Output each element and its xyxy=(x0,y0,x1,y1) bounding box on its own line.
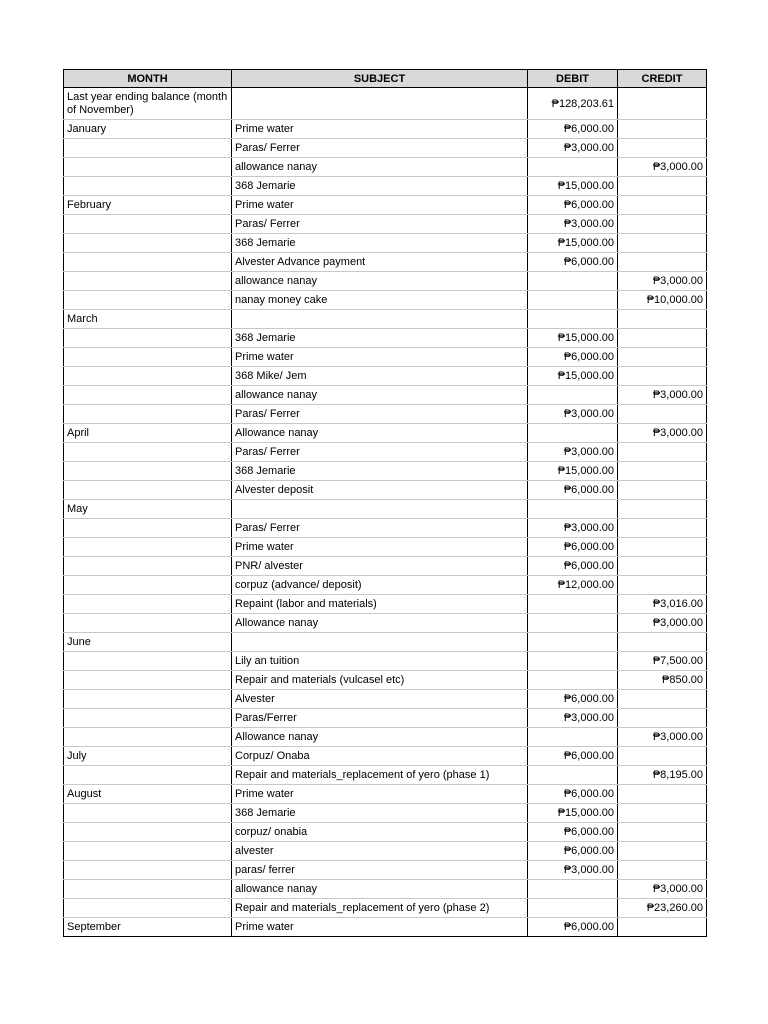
subject-cell: Alvester xyxy=(232,690,528,709)
table-row xyxy=(64,177,707,196)
table-row xyxy=(64,196,707,215)
header-debit: DEBIT xyxy=(528,70,618,88)
subject-cell: 368 Jemarie xyxy=(232,804,528,823)
month-cell: May xyxy=(64,500,232,519)
subject-cell: Prime water xyxy=(232,918,528,937)
debit-cell xyxy=(528,424,618,443)
month-cell xyxy=(64,481,232,500)
debit-cell: ₱3,000.00 xyxy=(528,139,618,158)
table-row xyxy=(64,842,707,861)
subject-cell: Paras/Ferrer xyxy=(232,709,528,728)
credit-cell xyxy=(618,405,707,424)
debit-cell xyxy=(528,386,618,405)
table-row xyxy=(64,291,707,310)
month-cell xyxy=(64,177,232,196)
credit-cell: ₱3,000.00 xyxy=(618,158,707,177)
month-cell xyxy=(64,595,232,614)
credit-cell: ₱3,016.00 xyxy=(618,595,707,614)
credit-cell xyxy=(618,348,707,367)
credit-cell xyxy=(618,918,707,937)
credit-cell: ₱23,260.00 xyxy=(618,899,707,918)
table-row xyxy=(64,899,707,918)
month-cell xyxy=(64,519,232,538)
credit-cell xyxy=(618,462,707,481)
month-cell xyxy=(64,329,232,348)
debit-cell: ₱15,000.00 xyxy=(528,329,618,348)
credit-cell xyxy=(618,804,707,823)
table-row xyxy=(64,272,707,291)
subject-cell: Prime water xyxy=(232,538,528,557)
debit-cell xyxy=(528,272,618,291)
debit-cell xyxy=(528,500,618,519)
credit-cell xyxy=(618,576,707,595)
debit-cell xyxy=(528,595,618,614)
month-cell: January xyxy=(64,120,232,139)
credit-cell xyxy=(618,481,707,500)
month-cell xyxy=(64,880,232,899)
credit-cell xyxy=(618,709,707,728)
table-row xyxy=(64,690,707,709)
month-cell xyxy=(64,804,232,823)
table-row xyxy=(64,481,707,500)
header-subject: SUBJECT xyxy=(232,70,528,88)
table-row xyxy=(64,823,707,842)
month-cell: July xyxy=(64,747,232,766)
debit-cell: ₱3,000.00 xyxy=(528,709,618,728)
debit-cell: ₱15,000.00 xyxy=(528,804,618,823)
month-cell xyxy=(64,443,232,462)
credit-cell: ₱3,000.00 xyxy=(618,272,707,291)
debit-cell: ₱128,203.61 xyxy=(528,88,618,120)
month-cell xyxy=(64,215,232,234)
table-row xyxy=(64,747,707,766)
credit-cell: ₱8,195.00 xyxy=(618,766,707,785)
table-row xyxy=(64,443,707,462)
table-row xyxy=(64,120,707,139)
subject-cell: Lily an tuition xyxy=(232,652,528,671)
subject-cell: 368 Jemarie xyxy=(232,329,528,348)
debit-cell: ₱6,000.00 xyxy=(528,785,618,804)
table-row xyxy=(64,139,707,158)
month-cell xyxy=(64,671,232,690)
month-cell xyxy=(64,386,232,405)
table-row xyxy=(64,348,707,367)
subject-cell: Alvester deposit xyxy=(232,481,528,500)
table-row xyxy=(64,215,707,234)
credit-cell xyxy=(618,139,707,158)
credit-cell xyxy=(618,842,707,861)
month-cell xyxy=(64,652,232,671)
table-row xyxy=(64,880,707,899)
subject-cell: Prime water xyxy=(232,120,528,139)
month-cell xyxy=(64,766,232,785)
subject-cell xyxy=(232,88,528,120)
table-row xyxy=(64,405,707,424)
month-cell: August xyxy=(64,785,232,804)
debit-cell: ₱6,000.00 xyxy=(528,196,618,215)
credit-cell xyxy=(618,557,707,576)
credit-cell: ₱3,000.00 xyxy=(618,728,707,747)
table-row xyxy=(64,234,707,253)
debit-cell: ₱6,000.00 xyxy=(528,690,618,709)
table-row xyxy=(64,462,707,481)
credit-cell xyxy=(618,785,707,804)
table-row xyxy=(64,88,707,120)
debit-cell: ₱15,000.00 xyxy=(528,462,618,481)
credit-cell xyxy=(618,196,707,215)
subject-cell: 368 Jemarie xyxy=(232,177,528,196)
table-row xyxy=(64,709,707,728)
credit-cell: ₱7,500.00 xyxy=(618,652,707,671)
debit-cell xyxy=(528,291,618,310)
subject-cell xyxy=(232,310,528,329)
subject-cell: Paras/ Ferrer xyxy=(232,443,528,462)
debit-cell: ₱6,000.00 xyxy=(528,120,618,139)
month-cell xyxy=(64,367,232,386)
table-row xyxy=(64,671,707,690)
credit-cell xyxy=(618,861,707,880)
debit-cell xyxy=(528,614,618,633)
debit-cell xyxy=(528,671,618,690)
month-cell: Last year ending balance (month of November) xyxy=(64,88,232,120)
subject-cell: Repaint (labor and materials) xyxy=(232,595,528,614)
debit-cell xyxy=(528,158,618,177)
credit-cell xyxy=(618,310,707,329)
subject-cell: 368 Mike/ Jem xyxy=(232,367,528,386)
month-cell xyxy=(64,462,232,481)
table-row xyxy=(64,557,707,576)
subject-cell: Paras/ Ferrer xyxy=(232,215,528,234)
subject-cell: Prime water xyxy=(232,348,528,367)
credit-cell xyxy=(618,519,707,538)
credit-cell xyxy=(618,633,707,652)
table-row xyxy=(64,918,707,937)
table-row xyxy=(64,652,707,671)
month-cell xyxy=(64,728,232,747)
table-row xyxy=(64,500,707,519)
subject-cell: allowance nanay xyxy=(232,272,528,291)
table-row xyxy=(64,329,707,348)
subject-cell xyxy=(232,633,528,652)
month-cell: February xyxy=(64,196,232,215)
debit-cell xyxy=(528,310,618,329)
debit-cell: ₱15,000.00 xyxy=(528,234,618,253)
credit-cell: ₱3,000.00 xyxy=(618,880,707,899)
subject-cell: Repair and materials_replacement of yero (phase 1) xyxy=(232,766,528,785)
subject-cell: PNR/ alvester xyxy=(232,557,528,576)
table-row xyxy=(64,158,707,177)
debit-cell: ₱3,000.00 xyxy=(528,215,618,234)
subject-cell: paras/ ferrer xyxy=(232,861,528,880)
debit-cell: ₱6,000.00 xyxy=(528,842,618,861)
credit-cell xyxy=(618,500,707,519)
table-row xyxy=(64,424,707,443)
credit-cell xyxy=(618,367,707,386)
debit-cell xyxy=(528,652,618,671)
subject-cell: Allowance nanay xyxy=(232,614,528,633)
credit-cell xyxy=(618,823,707,842)
credit-cell: ₱3,000.00 xyxy=(618,386,707,405)
subject-cell: Alvester Advance payment xyxy=(232,253,528,272)
credit-cell xyxy=(618,253,707,272)
subject-cell: Paras/ Ferrer xyxy=(232,519,528,538)
subject-cell: 368 Jemarie xyxy=(232,462,528,481)
subject-cell: Paras/ Ferrer xyxy=(232,405,528,424)
credit-cell xyxy=(618,234,707,253)
credit-cell xyxy=(618,329,707,348)
debit-cell: ₱3,000.00 xyxy=(528,519,618,538)
credit-cell: ₱850.00 xyxy=(618,671,707,690)
month-cell: April xyxy=(64,424,232,443)
credit-cell: ₱3,000.00 xyxy=(618,614,707,633)
debit-cell: ₱3,000.00 xyxy=(528,861,618,880)
month-cell xyxy=(64,348,232,367)
credit-cell xyxy=(618,88,707,120)
month-cell xyxy=(64,291,232,310)
subject-cell: Allowance nanay xyxy=(232,424,528,443)
debit-cell: ₱6,000.00 xyxy=(528,253,618,272)
debit-cell: ₱6,000.00 xyxy=(528,481,618,500)
debit-cell xyxy=(528,880,618,899)
month-cell xyxy=(64,842,232,861)
table-row xyxy=(64,728,707,747)
credit-cell xyxy=(618,690,707,709)
credit-cell xyxy=(618,120,707,139)
table-row xyxy=(64,576,707,595)
month-cell xyxy=(64,272,232,291)
month-cell xyxy=(64,576,232,595)
month-cell xyxy=(64,158,232,177)
table-row xyxy=(64,253,707,272)
subject-cell: alvester xyxy=(232,842,528,861)
table-row xyxy=(64,861,707,880)
month-cell xyxy=(64,861,232,880)
credit-cell xyxy=(618,443,707,462)
debit-cell xyxy=(528,633,618,652)
month-cell xyxy=(64,899,232,918)
credit-cell xyxy=(618,747,707,766)
debit-cell: ₱6,000.00 xyxy=(528,538,618,557)
subject-cell: Prime water xyxy=(232,785,528,804)
month-cell xyxy=(64,405,232,424)
table-row xyxy=(64,595,707,614)
credit-cell xyxy=(618,538,707,557)
header-row xyxy=(64,70,707,88)
month-cell xyxy=(64,557,232,576)
month-cell: June xyxy=(64,633,232,652)
subject-cell: Corpuz/ Onaba xyxy=(232,747,528,766)
subject-cell: allowance nanay xyxy=(232,386,528,405)
ledger-header xyxy=(64,70,707,88)
month-cell: March xyxy=(64,310,232,329)
debit-cell: ₱6,000.00 xyxy=(528,918,618,937)
subject-cell: Repair and materials_replacement of yero (phase 2) xyxy=(232,899,528,918)
debit-cell xyxy=(528,766,618,785)
table-row xyxy=(64,386,707,405)
subject-cell: corpuz (advance/ deposit) xyxy=(232,576,528,595)
ledger-table xyxy=(63,69,707,937)
debit-cell: ₱12,000.00 xyxy=(528,576,618,595)
month-cell xyxy=(64,690,232,709)
subject-cell: Paras/ Ferrer xyxy=(232,139,528,158)
month-cell xyxy=(64,253,232,272)
subject-cell: 368 Jemarie xyxy=(232,234,528,253)
subject-cell: Allowance nanay xyxy=(232,728,528,747)
header-credit: CREDIT xyxy=(618,70,707,88)
credit-cell: ₱10,000.00 xyxy=(618,291,707,310)
header-month: MONTH xyxy=(64,70,232,88)
table-row xyxy=(64,766,707,785)
table-row xyxy=(64,367,707,386)
table-row xyxy=(64,785,707,804)
debit-cell: ₱6,000.00 xyxy=(528,557,618,576)
credit-cell xyxy=(618,215,707,234)
debit-cell xyxy=(528,899,618,918)
ledger-body xyxy=(64,88,707,937)
month-cell xyxy=(64,709,232,728)
table-row xyxy=(64,804,707,823)
debit-cell: ₱6,000.00 xyxy=(528,747,618,766)
subject-cell: corpuz/ onabia xyxy=(232,823,528,842)
month-cell: September xyxy=(64,918,232,937)
month-cell xyxy=(64,538,232,557)
debit-cell: ₱6,000.00 xyxy=(528,348,618,367)
subject-cell: allowance nanay xyxy=(232,158,528,177)
month-cell xyxy=(64,139,232,158)
table-row xyxy=(64,538,707,557)
debit-cell xyxy=(528,728,618,747)
subject-cell: Prime water xyxy=(232,196,528,215)
debit-cell: ₱15,000.00 xyxy=(528,367,618,386)
subject-cell: allowance nanay xyxy=(232,880,528,899)
debit-cell: ₱6,000.00 xyxy=(528,823,618,842)
month-cell xyxy=(64,234,232,253)
credit-cell: ₱3,000.00 xyxy=(618,424,707,443)
debit-cell: ₱3,000.00 xyxy=(528,443,618,462)
credit-cell xyxy=(618,177,707,196)
month-cell xyxy=(64,823,232,842)
subject-cell xyxy=(232,500,528,519)
debit-cell: ₱3,000.00 xyxy=(528,405,618,424)
table-row xyxy=(64,633,707,652)
month-cell xyxy=(64,614,232,633)
table-row xyxy=(64,614,707,633)
subject-cell: Repair and materials (vulcasel etc) xyxy=(232,671,528,690)
debit-cell: ₱15,000.00 xyxy=(528,177,618,196)
table-row xyxy=(64,519,707,538)
table-row xyxy=(64,310,707,329)
subject-cell: nanay money cake xyxy=(232,291,528,310)
